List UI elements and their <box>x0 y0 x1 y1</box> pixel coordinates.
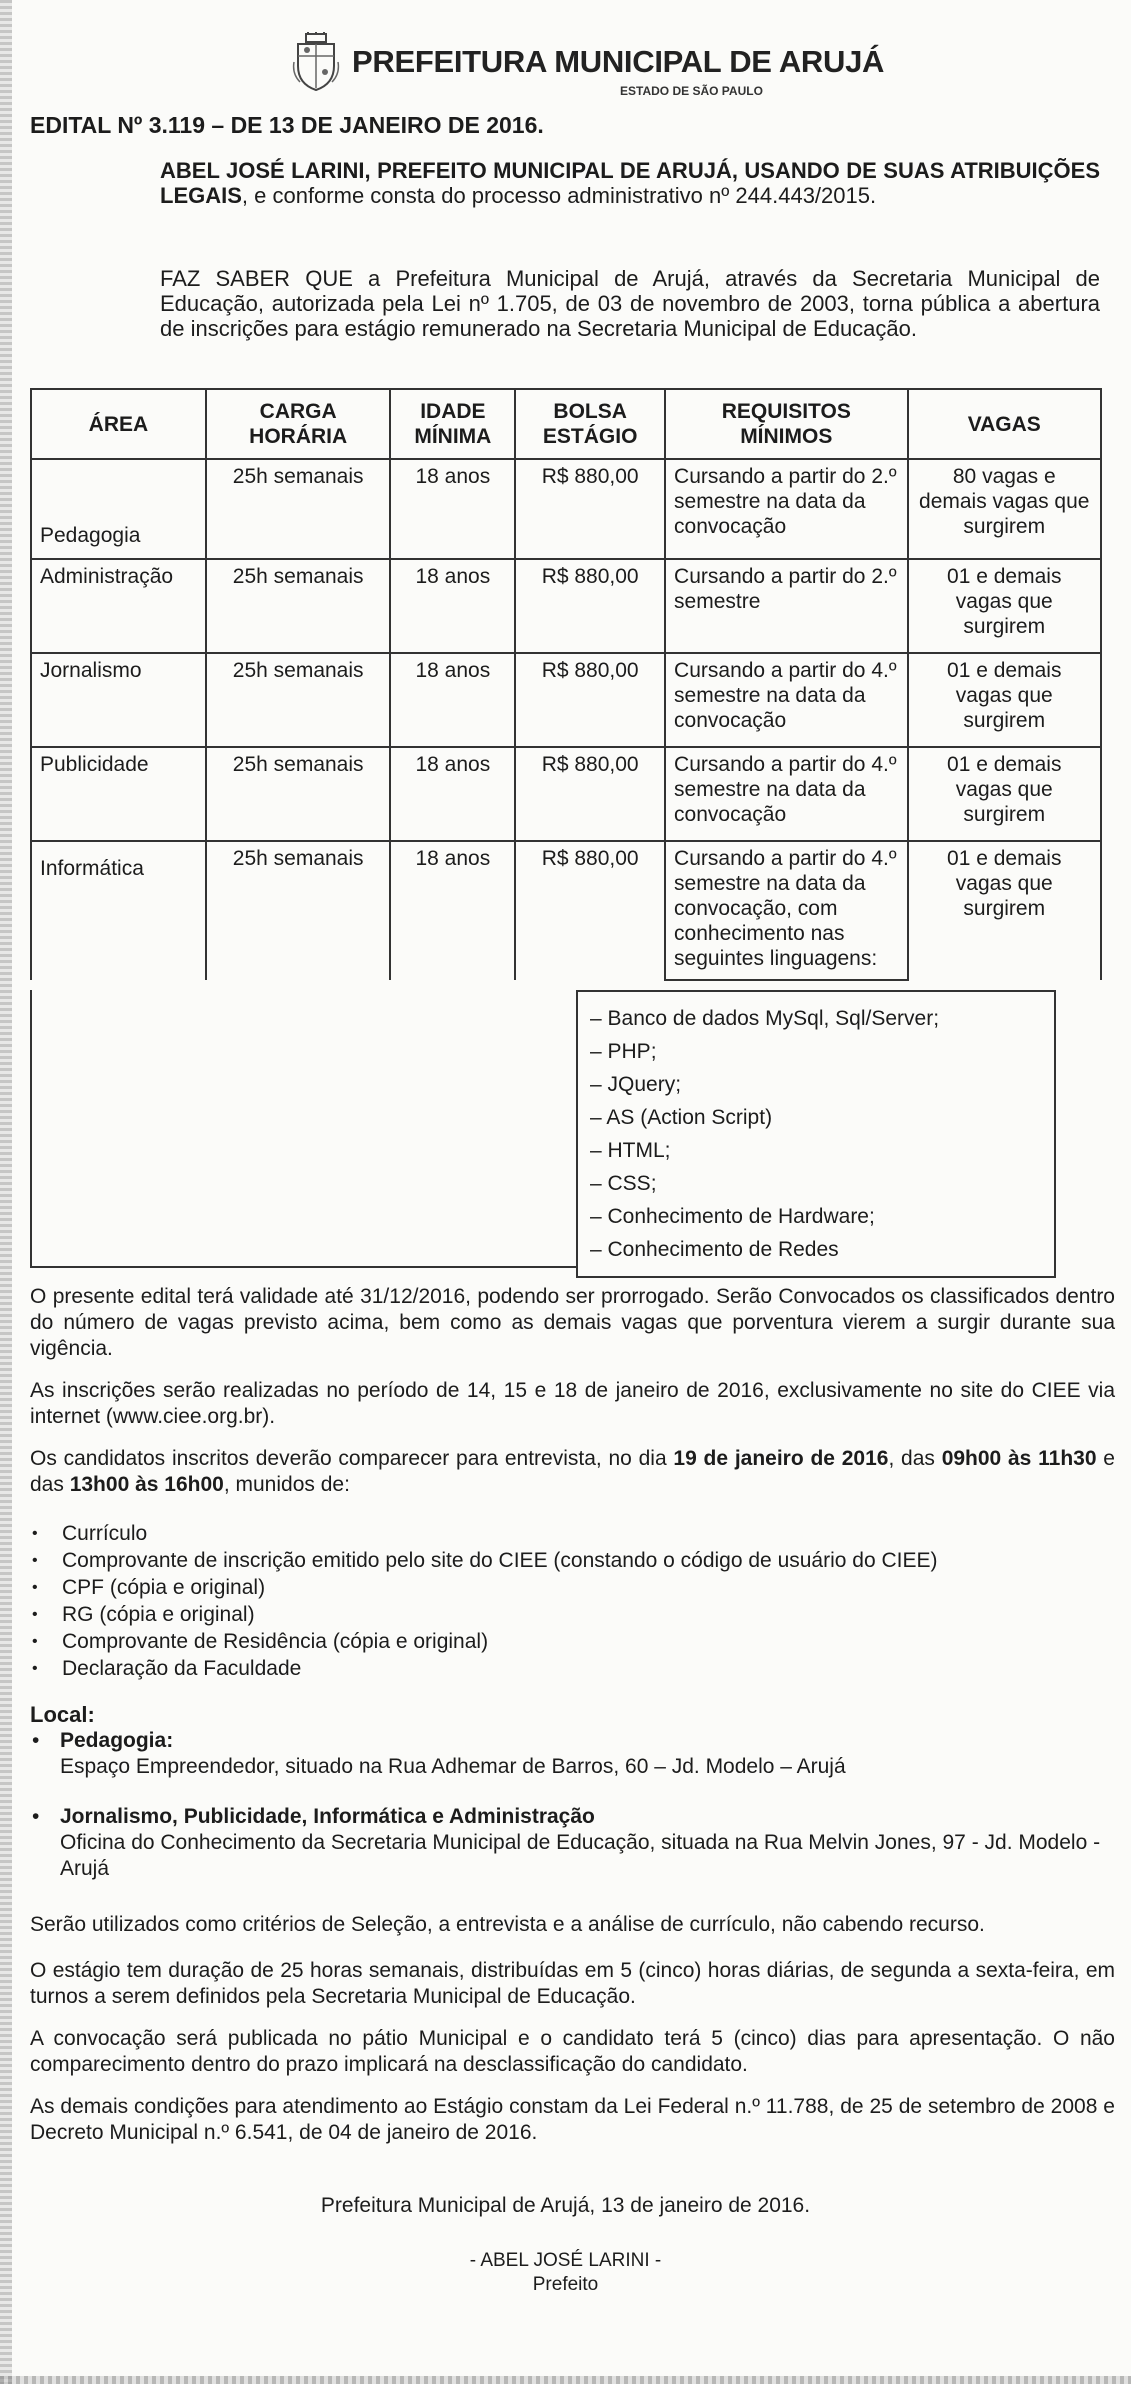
signer-name: - ABEL JOSÉ LARINI - <box>469 2250 662 2271</box>
language-item: – Banco de dados MySql, Sql/Server; <box>590 1007 940 1030</box>
place-and-date: Prefeitura Municipal de Arujá, 13 de janeiro de 2016. <box>320 2194 811 2217</box>
location-address: Espaço Empreendedor, situado na Rua Adhemar de Barros, 60 – Jd. Modelo – Arujá <box>60 1755 846 1778</box>
cell-area: Jornalismo <box>31 653 206 747</box>
interview-text: , munidos de: <box>223 1473 350 1496</box>
cell-vagas: 80 vagas e demais vagas que surgirem <box>908 459 1102 559</box>
table-border-bottom <box>30 1266 578 1268</box>
cell-vagas: 01 e demais vagas que surgirem <box>908 653 1102 747</box>
location-oficina <box>30 1804 1110 1882</box>
list-item: • Declaração da Faculdade <box>30 1655 937 1682</box>
language-item: – Conhecimento de Hardware; <box>590 1205 875 1228</box>
list-item: • Comprovante de inscrição emitido pelo site do CIEE (constando o código de usuário do CIEE) <box>30 1547 937 1574</box>
cell-requisitos: Cursando a partir do 4.º semestre na data da convocação <box>665 653 907 747</box>
table-row <box>31 841 1101 980</box>
location-name: • Pedagogia: <box>30 1728 1110 1754</box>
cell-vagas: 01 e demais vagas que surgirem <box>908 841 1102 980</box>
signer-role: Prefeito <box>532 2274 599 2295</box>
language-item: – AS (Action Script) <box>590 1106 773 1129</box>
process-reference: , e conforme consta do processo administrativo nº 244.443/2015. <box>241 183 877 208</box>
registration-paragraph: As inscrições serão realizadas no período de 14, 15 e 18 de janeiro de 2016, exclusivamente no site do CIEE via internet (www.ciee.org.br). <box>30 1379 1115 1428</box>
header-carga: CARGA HORÁRIA <box>206 389 391 459</box>
vacancies-table <box>30 388 1102 981</box>
header-idade: IDADE MÍNIMA <box>390 389 515 459</box>
table-row <box>31 459 1101 559</box>
interview-date: 19 de janeiro de 2016 <box>673 1447 889 1470</box>
convocation-paragraph: A convocação será publicada no pátio Municipal e o candidato terá 5 (cinco) dias para apresentação. O não comparecimento dentro do prazo implicará na desclassificação do candidato. <box>30 2027 1115 2076</box>
interview-time-1: 09h00 às 11h30 <box>941 1447 1097 1470</box>
cell-bolsa: R$ 880,00 <box>515 841 665 980</box>
cell-idade: 18 anos <box>390 841 515 980</box>
header-area: ÁREA <box>31 389 206 459</box>
language-item: – JQuery; <box>590 1073 682 1096</box>
duration-paragraph: O estágio tem duração de 25 horas semanais, distribuídas em 5 (cinco) horas diárias, de segunda a sexta-feira, em turnos a serem definidos pela Secretaria Municipal de Educação. <box>30 1959 1115 2008</box>
interview-text: , das <box>888 1447 942 1470</box>
cell-carga: 25h semanais <box>206 747 391 841</box>
municipality-title: PREFEITURA MUNICIPAL DE ARUJÁ <box>352 44 885 79</box>
scan-edge-left <box>0 0 12 2384</box>
cell-requisitos: Cursando a partir do 2.º semestre <box>665 559 907 653</box>
cell-bolsa: R$ 880,00 <box>515 653 665 747</box>
list-item: • RG (cópia e original) <box>30 1601 937 1628</box>
local-heading: Local: <box>30 1702 95 1727</box>
list-item: • Currículo <box>30 1520 937 1547</box>
scan-edge-bottom <box>0 2376 1131 2384</box>
conditions-paragraph: As demais condições para atendimento ao Estágio constam da Lei Federal n.º 11.788, de 25 de setembro de 2008 e Decreto Municipal n.º 6.541, de 04 de janeiro de 2016. <box>30 2095 1115 2144</box>
cell-area: Administração <box>31 559 206 653</box>
criteria-paragraph: Serão utilizados como critérios de Seleção, a entrevista e a análise de currículo, não cabendo recurso. <box>30 1913 985 1936</box>
languages-box <box>576 990 1056 1278</box>
cell-carga: 25h semanais <box>206 459 391 559</box>
state-subtitle: ESTADO DE SÃO PAULO <box>620 84 763 98</box>
header-vagas: VAGAS <box>908 389 1102 459</box>
cell-idade: 18 anos <box>390 653 515 747</box>
cell-idade: 18 anos <box>390 459 515 559</box>
cell-area: Informática <box>31 841 206 980</box>
table-header-row <box>31 389 1101 459</box>
validity-paragraph: O presente edital terá validade até 31/12/2016, podendo ser prorrogado. Serão Convocados os classificados dentro do número de vagas previsto acima, bem como as demais vagas que porventura vierem a surgir durante sua vigência. <box>30 1285 1115 1360</box>
cell-vagas: 01 e demais vagas que surgirem <box>908 747 1102 841</box>
cell-vagas: 01 e demais vagas que surgirem <box>908 559 1102 653</box>
location-pedagogia <box>30 1728 1110 1780</box>
table-row <box>31 559 1101 653</box>
intro-paragraph-1 <box>160 158 1100 208</box>
cell-carga: 25h semanais <box>206 559 391 653</box>
cell-idade: 18 anos <box>390 747 515 841</box>
cell-area: Pedagogia <box>31 459 206 559</box>
cell-carga: 25h semanais <box>206 841 391 980</box>
cell-area: Publicidade <box>31 747 206 841</box>
header-requisitos: REQUISITOS MÍNIMOS <box>665 389 907 459</box>
language-item: – HTML; <box>590 1139 671 1162</box>
table-row <box>31 653 1101 747</box>
required-documents-list <box>30 1520 937 1682</box>
header-bolsa: BOLSA ESTÁGIO <box>515 389 665 459</box>
cell-requisitos: Cursando a partir do 2.º semestre na data da convocação <box>665 459 907 559</box>
letterhead <box>260 26 900 100</box>
list-item: • CPF (cópia e original) <box>30 1574 937 1601</box>
cell-idade: 18 anos <box>390 559 515 653</box>
coat-of-arms-icon <box>292 32 340 94</box>
cell-bolsa: R$ 880,00 <box>515 559 665 653</box>
edital-title: EDITAL Nº 3.119 – DE 13 DE JANEIRO DE 2016. <box>30 112 544 138</box>
interview-text: Os candidatos inscritos deverão comparecer para entrevista, no dia <box>30 1447 674 1470</box>
language-item: – CSS; <box>590 1172 657 1195</box>
language-item: – PHP; <box>590 1040 657 1063</box>
language-item: – Conhecimento de Redes <box>590 1238 839 1261</box>
mayor-statement: ABEL JOSÉ LARINI, PREFEITO MUNICIPAL DE ARUJÁ, USANDO DE SUAS ATRIBUIÇÕES LEGAIS <box>160 158 1100 208</box>
interview-text: e das <box>30 1447 1115 1496</box>
cell-bolsa: R$ 880,00 <box>515 747 665 841</box>
table-row <box>31 747 1101 841</box>
intro-paragraph-2: FAZ SABER QUE a Prefeitura Municipal de Arujá, através da Secretaria Municipal de Educação, autorizada pela Lei nº 1.705, de 03 de novembro de 2003, torna pública a abertura de inscrições para estágio remunerado na Secretaria Municipal de Educação. <box>160 266 1100 341</box>
cell-bolsa: R$ 880,00 <box>515 459 665 559</box>
location-address: Oficina do Conhecimento da Secretaria Municipal de Educação, situada na Rua Melvin Jones, 97 - Jd. Modelo - Arujá <box>60 1831 1101 1880</box>
cell-carga: 25h semanais <box>206 653 391 747</box>
table-border-left <box>30 990 32 1268</box>
interview-time-2: 13h00 às 16h00 <box>69 1473 224 1496</box>
cell-requisitos: Cursando a partir do 4.º semestre na data da convocação, com conhecimento nas seguintes linguagens: <box>665 841 907 980</box>
location-name: • Jornalismo, Publicidade, Informática e Administração <box>30 1804 1110 1830</box>
interview-paragraph <box>30 1446 1115 1498</box>
list-item: • Comprovante de Residência (cópia e original) <box>30 1628 937 1655</box>
cell-requisitos: Cursando a partir do 4.º semestre na data da convocação <box>665 747 907 841</box>
